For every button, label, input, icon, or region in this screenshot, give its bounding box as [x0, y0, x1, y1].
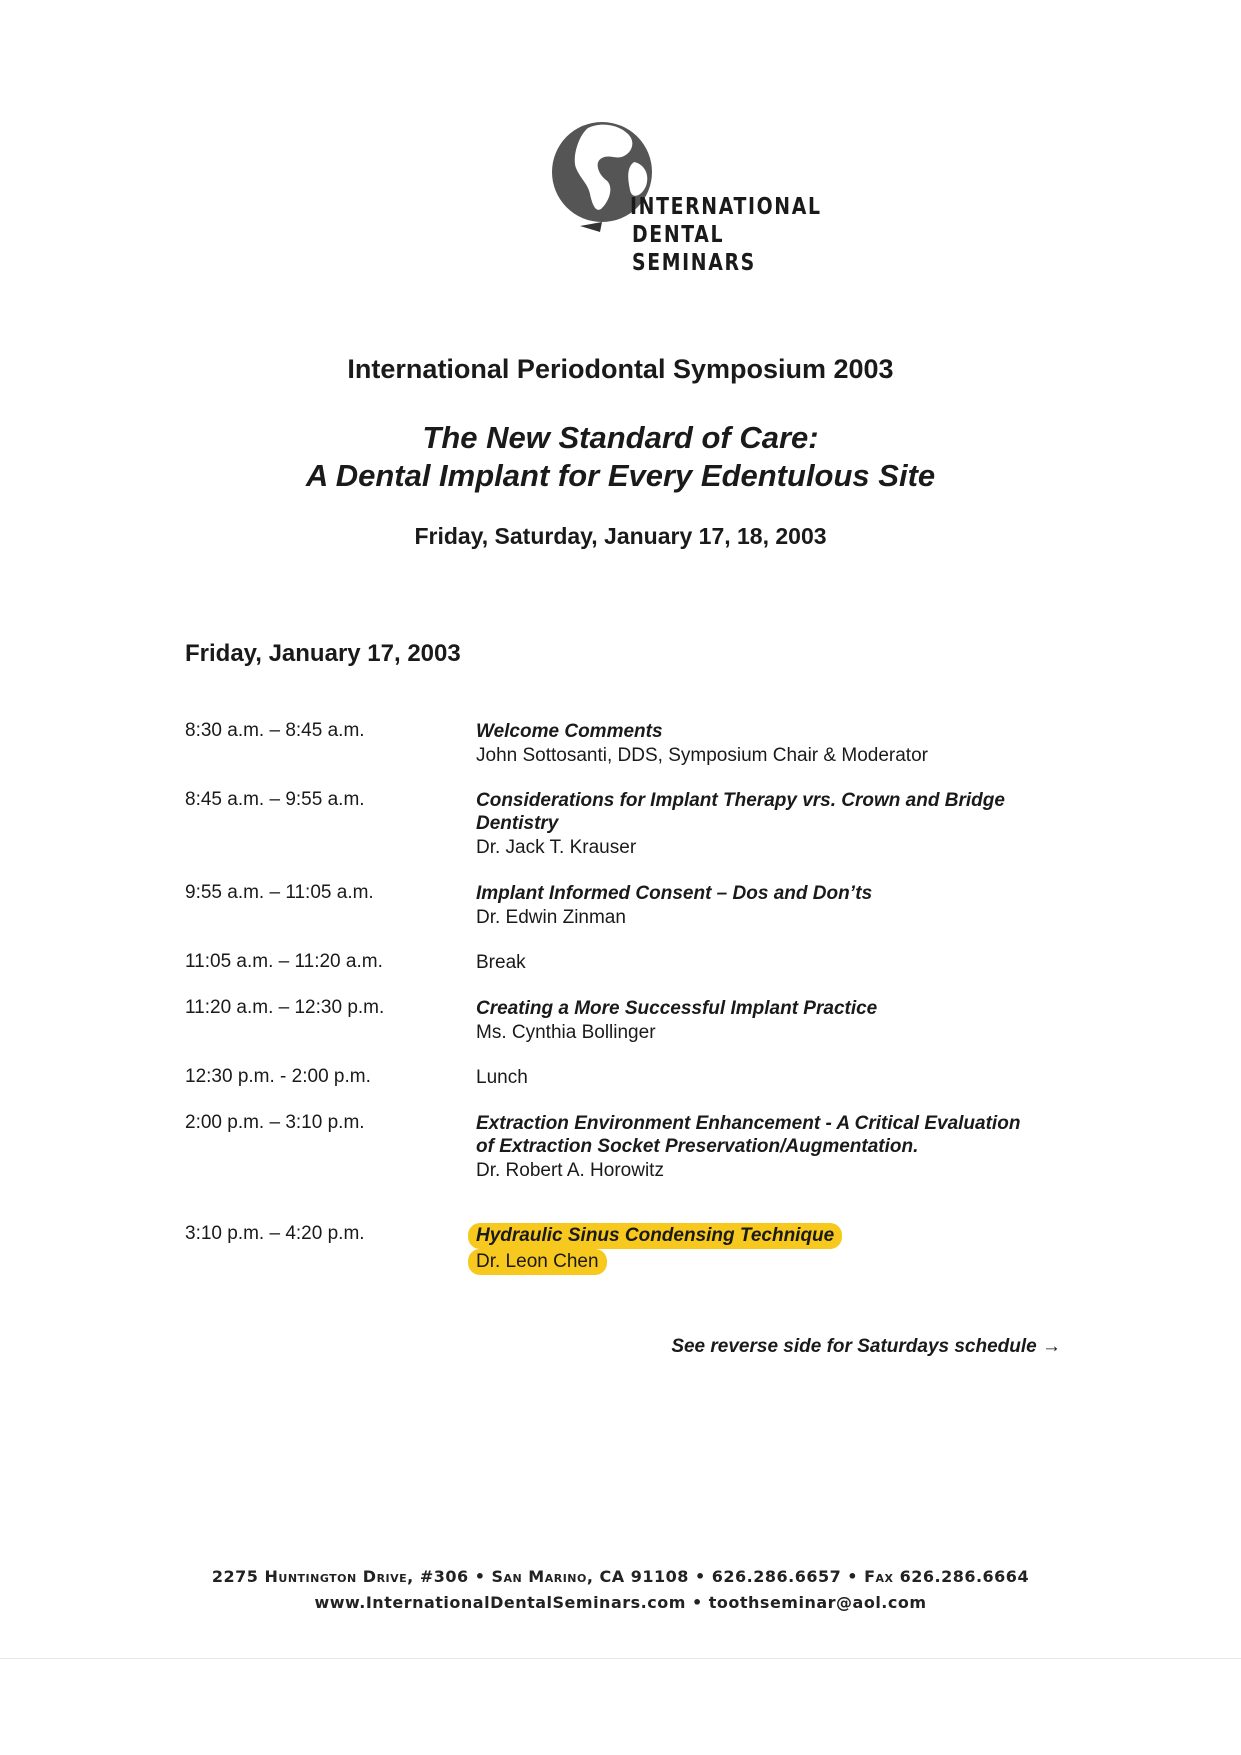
day-heading: Friday, January 17, 2003 — [185, 640, 461, 667]
session-title: Extraction Environment Enhancement - A Critical Evaluation — [476, 1113, 1021, 1134]
time-slot: 12:30 p.m. - 2:00 p.m. — [185, 1066, 371, 1087]
speaker-name: Dr. Edwin Zinman — [476, 907, 626, 928]
session-detail — [476, 1066, 1076, 1089]
session-detail — [476, 720, 1076, 767]
session-detail — [476, 789, 1076, 859]
logo-line-2: DENTAL — [632, 222, 725, 248]
session-title-continued: Dentistry — [476, 813, 559, 834]
speaker-name: Dr. Robert A. Horowitz — [476, 1160, 664, 1181]
speaker-name: John Sottosanti, DDS, Symposium Chair & Moderator — [476, 745, 928, 766]
highlighted-session-title: Hydraulic Sinus Condensing Technique — [468, 1223, 842, 1249]
session-detail — [476, 1223, 1076, 1275]
logo-line-3: SEMINARS — [632, 250, 756, 276]
session-title-continued: of Extraction Socket Preservation/Augmentation. — [476, 1136, 919, 1157]
session-title: Welcome Comments — [476, 721, 663, 742]
page-edge-divider — [0, 1658, 1241, 1659]
tagline-line-1: The New Standard of Care: — [422, 420, 819, 455]
symposium-dates: Friday, Saturday, January 17, 18, 2003 — [414, 523, 827, 549]
highlighted-speaker-name: Dr. Leon Chen — [468, 1249, 607, 1275]
tagline-line-2: A Dental Implant for Every Edentulous Site — [305, 458, 936, 493]
time-slot: 8:45 a.m. – 9:55 a.m. — [185, 789, 365, 810]
lunch-label: Lunch — [476, 1067, 528, 1088]
time-slot: 3:10 p.m. – 4:20 p.m. — [185, 1223, 365, 1244]
time-slot: 2:00 p.m. – 3:10 p.m. — [185, 1112, 365, 1133]
logo — [540, 108, 822, 308]
footer-address: 2275 Huntington Drive, #306 • San Marino, CA 91108 • 626.286.6657 • Fax 626.286.6664 — [211, 1567, 1030, 1586]
time-slot: 11:20 a.m. – 12:30 p.m. — [185, 997, 385, 1018]
session-title: Considerations for Implant Therapy vrs. Crown and Bridge — [476, 790, 1005, 811]
session-title: Creating a More Successful Implant Practice — [476, 998, 878, 1019]
footer-web-email: www.InternationalDentalSeminars.com • toothseminar@aol.com — [314, 1593, 927, 1612]
reverse-side-note: See reverse side for Saturdays schedule → — [671, 1336, 1061, 1357]
session-detail — [476, 882, 1076, 929]
session-detail — [476, 997, 1076, 1044]
time-slot: 11:05 a.m. – 11:20 a.m. — [185, 951, 383, 972]
session-detail — [476, 1112, 1076, 1182]
symposium-title: International Periodontal Symposium 2003 — [347, 354, 894, 384]
time-slot: 9:55 a.m. – 11:05 a.m. — [185, 882, 374, 903]
time-slot: 8:30 a.m. – 8:45 a.m. — [185, 720, 365, 741]
speaker-name: Ms. Cynthia Bollinger — [476, 1022, 656, 1043]
logo-line-1: INTERNATIONAL — [630, 194, 822, 220]
speaker-name: Dr. Jack T. Krauser — [476, 837, 637, 858]
session-title: Implant Informed Consent – Dos and Don’ts — [476, 883, 873, 904]
session-detail — [476, 951, 1076, 974]
break-label: Break — [476, 952, 526, 973]
